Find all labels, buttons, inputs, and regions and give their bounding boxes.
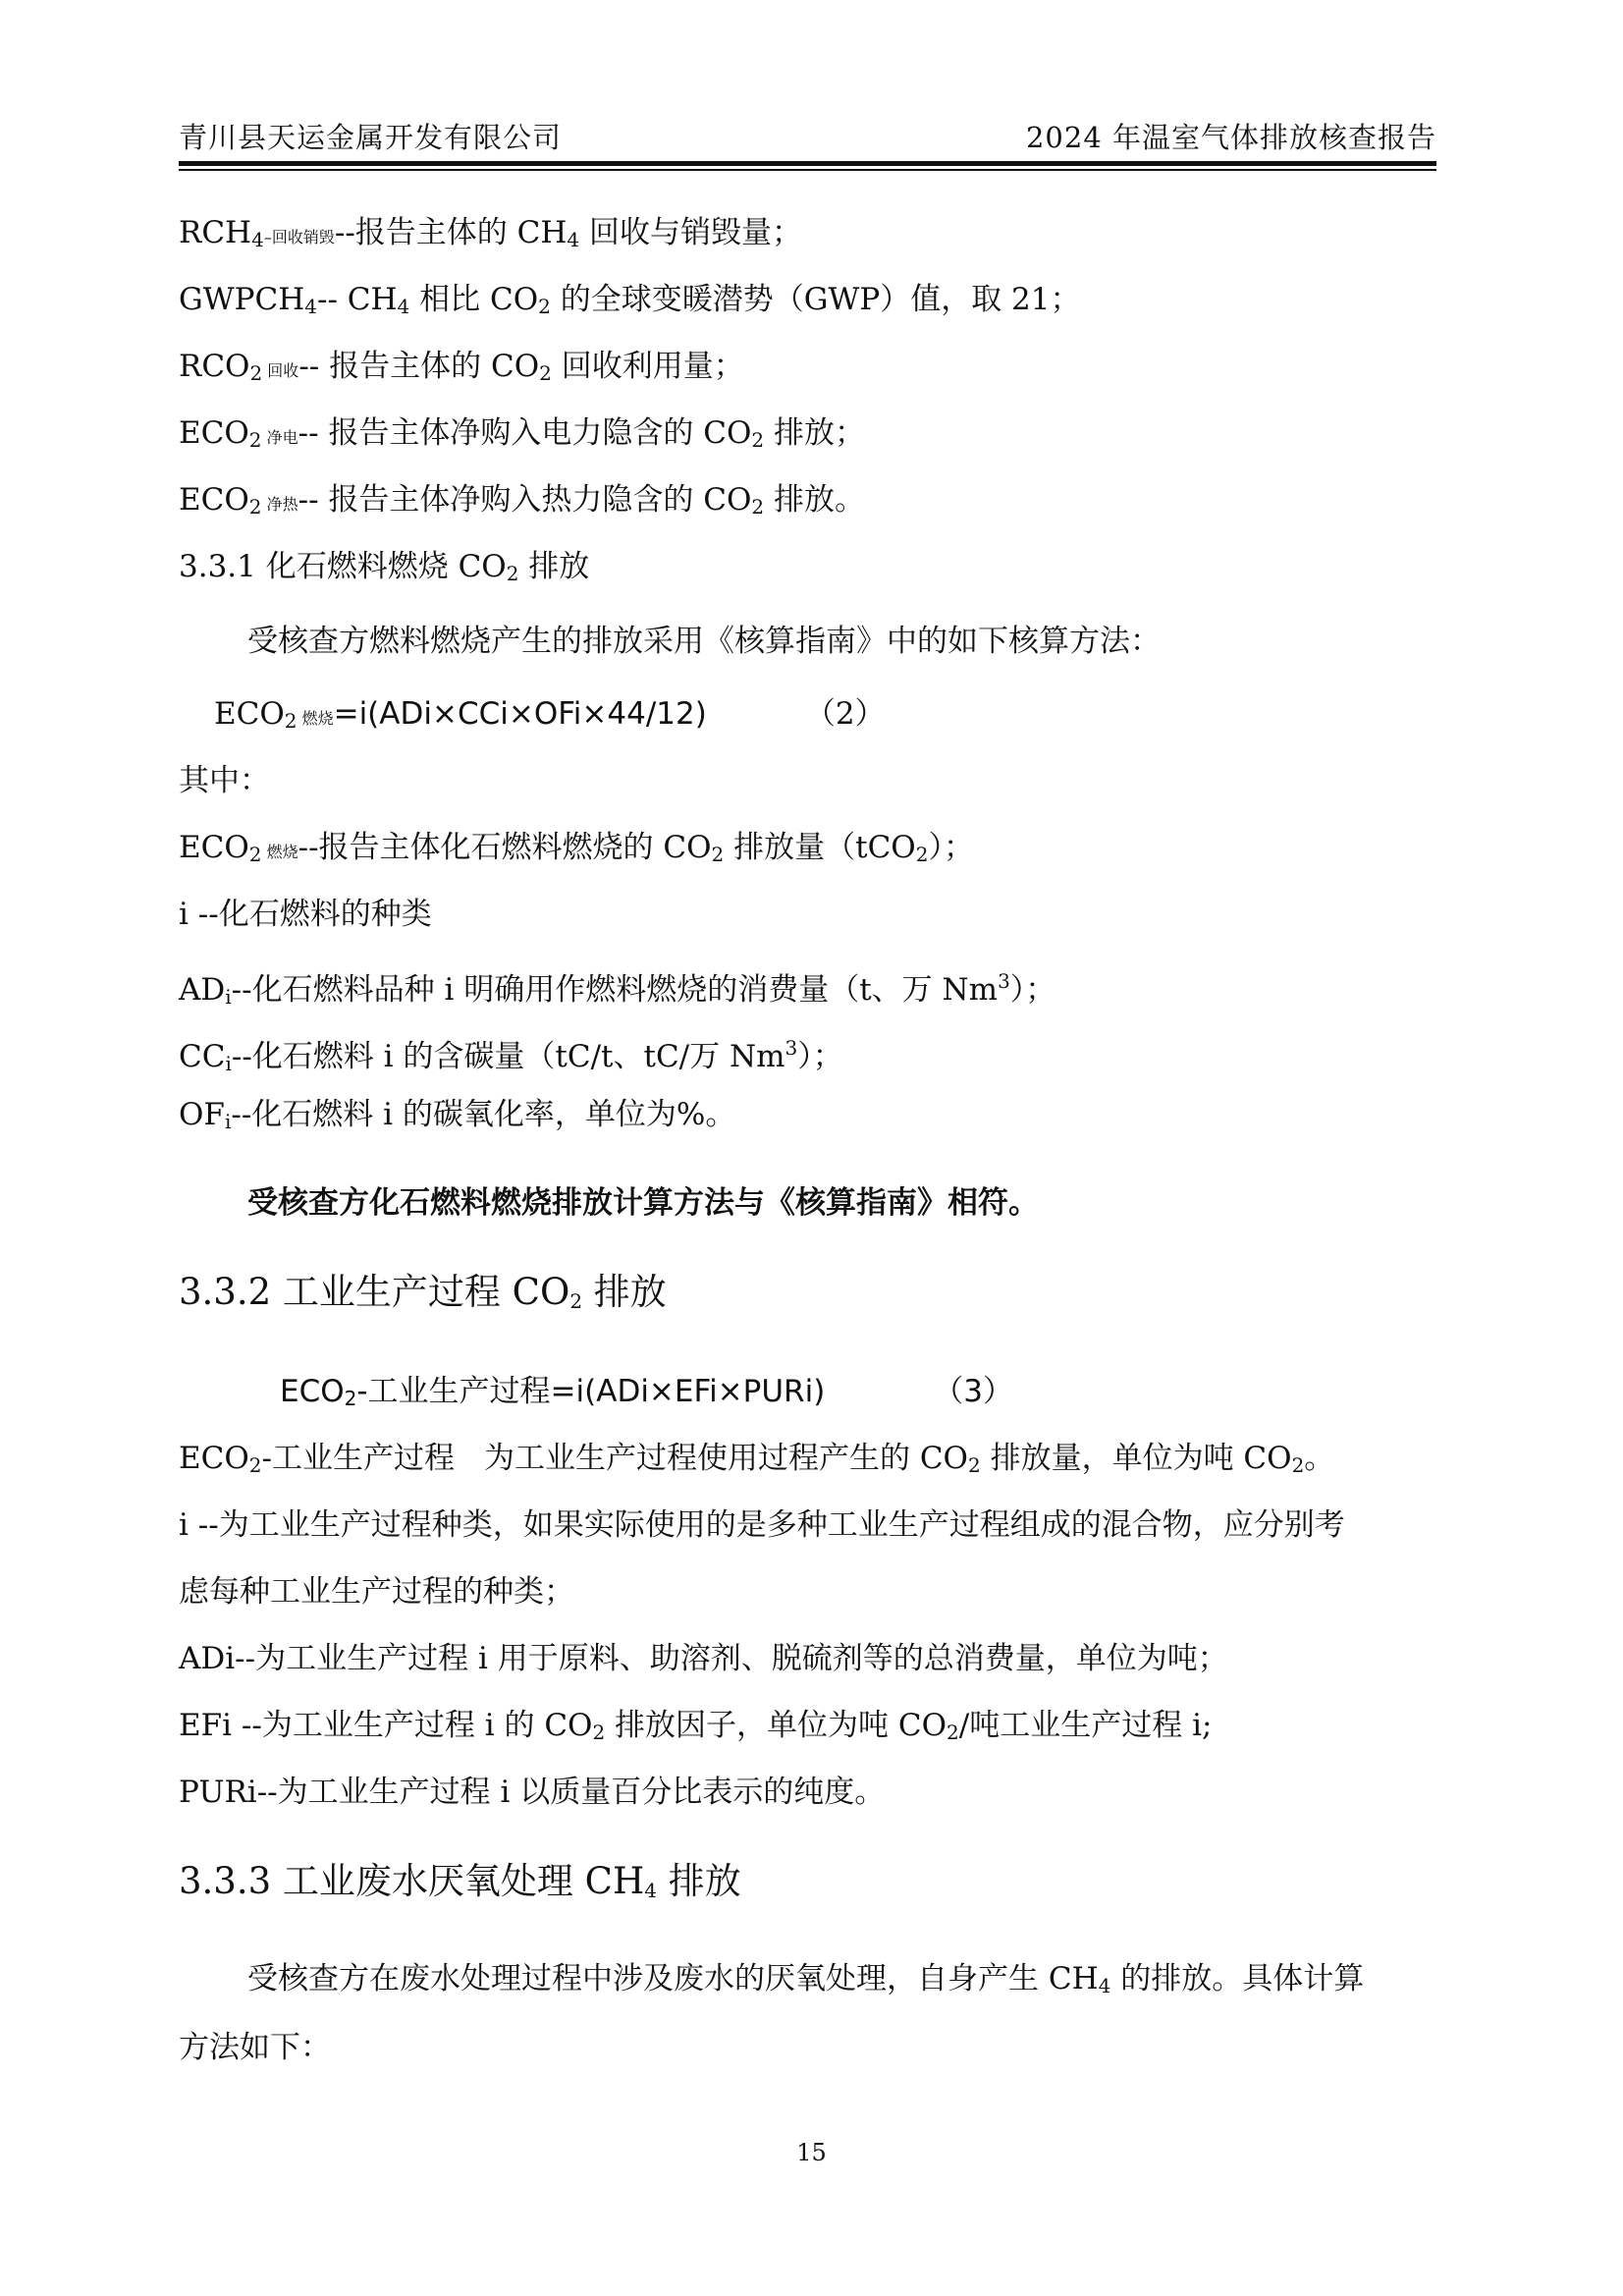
where-label: 其中： xyxy=(179,763,270,798)
header-rule-thin xyxy=(179,169,1436,171)
def-rco2: RCO2 回收-- 报告主体的 CO2 回收利用量； xyxy=(179,349,744,385)
def-adi: ADi--化石燃料品种 i 明确用作燃料燃烧的消费量（t、万 Nm$^3$）； xyxy=(179,969,1056,1009)
def-i: i --化石燃料的种类 xyxy=(179,897,432,932)
def-puri: PURi--为工业生产过程 i 以质量百分比表示的纯度。 xyxy=(179,1775,886,1810)
def-i-industrial-line1: i --为工业生产过程种类，如果实际使用的是多种工业生产过程组成的混合物，应分别考 xyxy=(179,1507,1345,1543)
def-gwp: GWPCH4-- CH4 相比 CO2 的全球变暖潜势（GWP）值，取 21； xyxy=(179,282,1081,318)
def-eco2-industrial: ECO2-工业生产过程 为工业生产过程使用过程产生的 CO2 排放量，单位为吨 CO2。 xyxy=(179,1441,1335,1477)
def-cci: CCi--化石燃料 i 的含碳量（tC/t、tC/万 Nm$^3$）； xyxy=(179,1036,843,1075)
def-ofi: OFi--化石燃料 i 的碳氧化率，单位为%。 xyxy=(179,1097,736,1133)
header-report-title: 2024 年温室气体排放核查报告 xyxy=(1025,121,1436,154)
def-efi: EFi --为工业生产过程 i 的 CO2 排放因子，单位为吨 CO2/吨工业生产过程 i; xyxy=(179,1708,1213,1744)
section-3-3-1-heading: 3.3.1 化石燃料燃烧 CO2 排放 xyxy=(179,549,590,585)
section-3-3-3-para-line1: 受核查方在废水处理过程中涉及废水的厌氧处理，自身产生 CH4 的排放。具体计算 xyxy=(247,1961,1365,1997)
formula-2: ECO2 燃烧=i(ADi×CCi×OFi×44/12) （2） xyxy=(214,696,886,733)
section-3-3-3-para-line2: 方法如下： xyxy=(179,2030,331,2065)
def-eco2-combustion: ECO2 燃烧--报告主体化石燃料燃烧的 CO2 排放量（tCO2）； xyxy=(179,830,974,866)
page-header xyxy=(179,116,1436,159)
page-number: 15 xyxy=(796,2139,827,2166)
section-3-3-1-conclusion: 受核查方化石燃料燃烧排放计算方法与《核算指南》相符。 xyxy=(247,1185,1039,1221)
header-company: 青川县天运金属开发有限公司 xyxy=(179,121,563,154)
def-adi-industrial: ADi--为工业生产过程 i 用于原料、助溶剂、脱硫剂等的总消费量，单位为吨； xyxy=(179,1641,1228,1676)
def-rch4: RCH4–回收销毁--报告主体的 CH4 回收与销毁量； xyxy=(179,215,803,251)
section-3-3-3-heading: 3.3.3 工业废水厌氧处理 CH4 排放 xyxy=(179,1860,741,1902)
section-3-3-2-heading: 3.3.2 工业生产过程 CO2 排放 xyxy=(179,1271,667,1313)
section-3-3-1-intro: 受核查方燃料燃烧产生的排放采用《核算指南》中的如下核算方法： xyxy=(247,624,1161,659)
def-eco2-electricity: ECO2 净电-- 报告主体净购入电力隐含的 CO2 排放； xyxy=(179,415,865,452)
def-eco2-heat: ECO2 净热-- 报告主体净购入热力隐含的 CO2 排放。 xyxy=(179,482,865,519)
header-rule-thick xyxy=(179,161,1436,166)
def-i-industrial-line2: 虑每种工业生产过程的种类； xyxy=(179,1574,574,1610)
formula-3: ECO2-工业生产过程=i(ADi×EFi×PURi) （3） xyxy=(280,1374,1014,1410)
